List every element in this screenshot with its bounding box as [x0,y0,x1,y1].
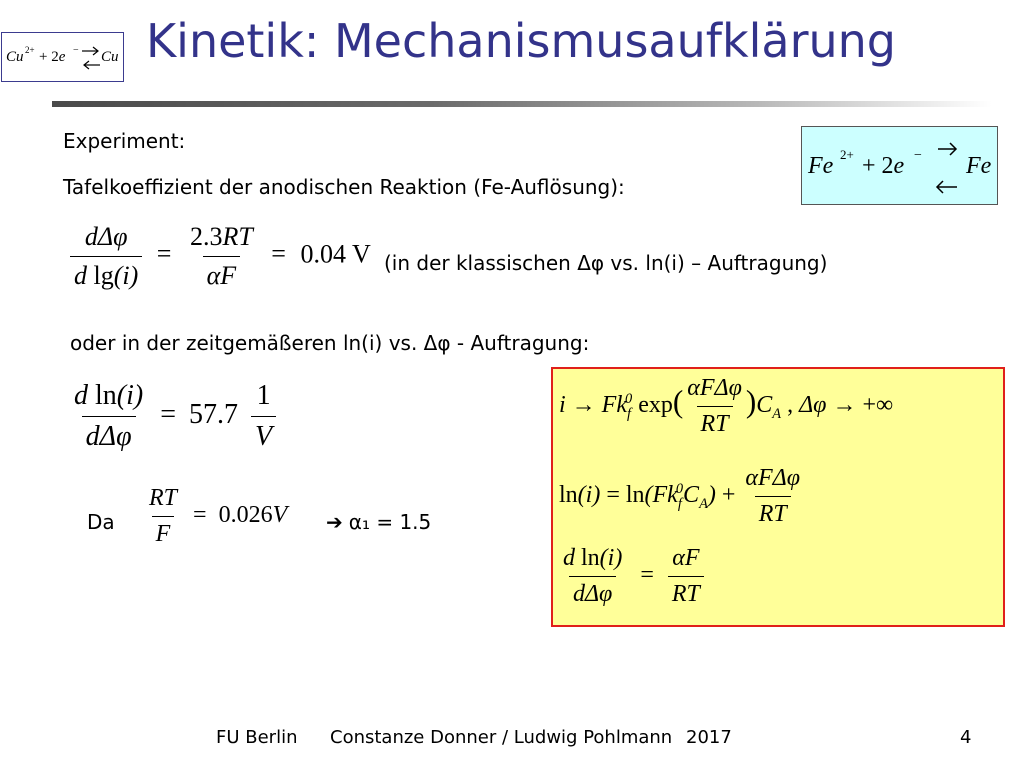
eq1-value: 0.04 V [300,239,371,269]
footer-authors: Constanze Donner / Ludwig Pohlmann [330,727,673,748]
slope-rhs-fraction: $\frac{\alpha F}{RT}$ [668,545,704,608]
slope-derivation: $\frac{\text{d ln(i)}}{\text{dΔφ}}$ = $\frac{\alpha F}{RT}$ [559,545,704,608]
cu-reaction-logo [2,33,122,80]
svg-text:Cu: Cu [101,49,119,65]
slide-title: Kinetik: Mechanismusaufklärung [146,14,896,68]
slope-lhs-fraction: $\frac{\text{d ln(i)}}{\text{dΔφ}}$ [563,545,623,607]
eq3-value: 0.026 [218,502,273,529]
svg-text:−: − [73,45,79,56]
classical-note: (in der klassischen Δφ vs. ln(i) – Auftragung) [384,251,828,275]
eq1-rhs-fraction: $\frac{2.3RT}{\alpha F}$ [189,222,253,290]
ln-current-equation: $\ln(i) = \ln(Fk_f^0C_A)$ + $\frac{\text{αFΔφ}}{RT}$ [559,465,804,528]
footer-year: 2017 [686,727,732,748]
svg-text:−: − [914,148,922,163]
svg-text:2+: 2+ [25,45,35,55]
tafel-line: Tafelkoeffizient der anodischen Reaktion (Fe-Auflösung): [63,175,625,199]
alpha-result-text: α₁ = 1.5 [348,510,432,534]
svg-text:2+: 2+ [840,147,854,162]
arrow-right-icon: ➔ [326,510,343,534]
slope-equation: $\frac{\text{d ln(i)}}{\text{dΔφ}}$ = 57.7 $\frac{1}{V}$ [70,380,276,453]
title-rule [52,101,992,107]
da-label: Da [87,510,115,534]
svg-text:Cu: Cu [6,49,24,65]
eq1-lhs-fraction: $\frac{\text{dΔφ}}{\text{d lg(i)}}$ [70,222,142,291]
fe-reaction-formula [802,127,996,203]
fe-reaction-box [801,126,998,205]
exp-fraction: $\frac{\text{αFΔφ}}{RT}$ [687,375,742,437]
svg-text:Fe: Fe [966,153,992,179]
current-limit-equation: $i \to Fk_f^0$ exp( $\frac{\text{αFΔφ}}{RT}$ )$C_A$ , Δφ → +∞ [559,375,894,437]
svg-text:+ 2e: + 2e [39,49,66,65]
eq2-lhs-fraction: $\frac{\text{d ln(i)}}{\text{dΔφ}}$ [74,380,144,452]
eq2-value: 57.7 [189,398,239,430]
ln-fraction: $\frac{\text{αFΔφ}}{RT}$ [745,465,801,527]
experiment-label: Experiment: [63,129,186,153]
derivation-box [551,367,1005,627]
tafel-equation: $\frac{\text{dΔφ}}{\text{d lg(i)}}$ = $\frac{2.3RT}{\alpha F}$ = 0.04 V [70,222,371,291]
svg-text:+ 2e: + 2e [862,153,905,179]
footer-institution: FU Berlin [216,727,298,748]
svg-text:Fe: Fe [808,153,834,179]
alpha-result [326,510,431,534]
eq3-fraction: $\frac{RT}{F}$ [149,485,178,547]
logo-formula [1,32,124,82]
eq3-unit: V [272,502,288,529]
modern-plot-line: oder in der zeitgemäßeren ln(i) vs. Δφ - Auftragung: [70,331,590,355]
rt-over-f-equation: $\frac{RT}{F}$ = 0.026V [145,485,287,548]
footer-page-number: 4 [960,727,972,748]
eq2-rhs-fraction: $\frac{1}{V}$ [251,380,276,453]
